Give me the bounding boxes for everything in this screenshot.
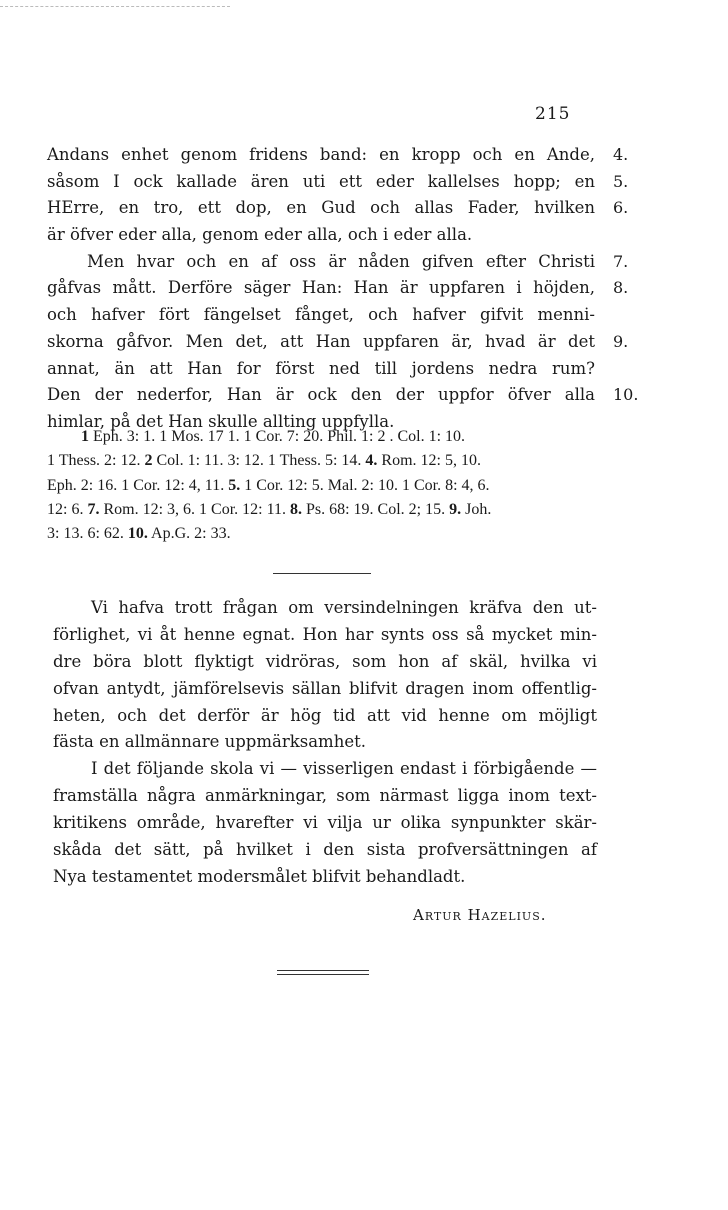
verse-marker: 10. <box>127 525 148 543</box>
essay-line: Nya testamentet modersmålet blifvit behandladt. <box>53 866 466 886</box>
reference-text: Rom. 12: 5, 10. <box>377 452 481 470</box>
verse-number: 10. <box>613 385 639 405</box>
verse-line <box>47 169 629 196</box>
reference-line <box>47 425 599 449</box>
reference-text: Ap.G. 2: 33. <box>147 525 231 543</box>
verse-text: är öfver eder alla, genom eder alla, och i eder alla. <box>47 225 473 245</box>
verse-marker: 7. <box>87 500 100 518</box>
essay-line: I det följande skola vi — visserligen endast i förbigående — <box>91 759 597 779</box>
verse-text: HErre, en tro, ett dop, en Gud och allas Fader, hvilken <box>47 198 595 218</box>
reference-text: Eph. 3: 1. 1 Mos. 17 1. 1 Cor. 7: 20. Phil. 1: 2 . Col. 1: 10. <box>89 428 466 445</box>
verse-text: Den der nederfor, Han är ock den der uppfor öfver alla <box>47 385 595 405</box>
verse-text: skorna gåfvor. Men det, att Han uppfaren är, hvad är det <box>47 331 595 351</box>
verse-number: 7. <box>613 251 629 271</box>
verse-marker: 1 <box>81 428 89 445</box>
verse-marker: 4. <box>365 452 378 470</box>
reference-text: Col. 1: 11. 3: 12. 1 Thess. 5: 14. <box>152 452 366 470</box>
verse-text: gåfvas mått. Derföre säger Han: Han är uppfaren i höjden, <box>47 278 595 298</box>
verse-text: och hafver fört fängelset fånget, och hafver gifvit menni- <box>47 305 595 325</box>
top-edge-rule <box>0 6 230 7</box>
verse-number: 8. <box>613 278 629 298</box>
verse-line <box>47 356 595 383</box>
verse-line <box>47 329 629 356</box>
verse-line <box>47 382 639 409</box>
reference-text: 1 Thess. 2: 12. <box>47 452 145 470</box>
essay-line: ofvan antydt, jämförelsevis sällan blifvit dragen inom offentlig- <box>53 678 597 698</box>
essay-line: fästa en allmännare uppmärksamhet. <box>53 732 366 752</box>
reference-text: Ps. 68: 19. Col. 2; 15. <box>301 500 450 518</box>
verse-text: himlar, på det Han skulle allting uppfylla. <box>47 411 395 431</box>
essay-line: förlighet, vi åt henne egnat. Hon har synts oss så mycket min- <box>53 624 597 644</box>
verse-block <box>47 142 639 436</box>
reference-notes <box>47 425 599 546</box>
reference-text: Rom. 12: 3, 6. 1 Cor. 12: 11. <box>99 500 290 518</box>
verse-line <box>47 195 629 222</box>
page-number: 215 <box>535 104 571 124</box>
verse-marker: 8. <box>289 500 302 518</box>
verse-text: Men hvar och en af oss är nåden gifven efter Christi <box>87 251 595 271</box>
reference-text: 1 Cor. 12: 5. Mal. 2: 10. 1 Cor. 8: 4, 6. <box>240 476 490 494</box>
end-divider-bottom <box>277 974 369 975</box>
essay-line: Vi hafva trott frågan om versindelningen kräfva den ut- <box>91 598 597 617</box>
verse-line <box>47 249 629 276</box>
end-divider-top <box>277 970 369 971</box>
reference-text: Joh. <box>461 500 492 518</box>
reference-text: 12: 6. <box>47 500 88 518</box>
verse-marker: 9. <box>449 500 462 518</box>
reference-line <box>47 522 599 546</box>
verse-text: Andans enhet genom fridens band: en kropp och en Ande, <box>47 145 595 164</box>
essay-line: skåda det sätt, på hvilket i den sista profversättningen af <box>53 840 597 860</box>
verse-number: 9. <box>613 331 629 351</box>
reference-line <box>47 498 599 522</box>
verse-number: 5. <box>613 171 629 191</box>
essay-text <box>53 595 597 891</box>
verse-marker: 5. <box>228 476 241 494</box>
verse-line <box>47 302 595 329</box>
essay-line: kritikens område, hvarefter vi vilja ur olika synpunkter skär- <box>53 813 597 833</box>
verse-number: 4. <box>613 145 629 164</box>
verse-text: annat, än att Han for först ned till jordens nedra rum? <box>47 358 595 378</box>
reference-line <box>47 474 599 498</box>
essay-line: dre böra blott flyktigt vidröras, som hon af skäl, hvilka vi <box>53 651 597 671</box>
verse-line <box>47 222 595 249</box>
verse-text: såsom I ock kallade ären uti ett eder kallelses hopp; en <box>47 171 595 191</box>
section-divider <box>273 573 371 574</box>
verse-line <box>47 275 629 302</box>
reference-text: 3: 13. 6: 62. <box>47 525 128 543</box>
verse-marker: 2 <box>144 452 153 470</box>
verse-number: 6. <box>613 198 629 218</box>
essay-line: framställa några anmärkningar, som närmast ligga inom text- <box>53 786 597 806</box>
reference-text: Eph. 2: 16. 1 Cor. 12: 4, 11. <box>47 476 229 494</box>
verse-line <box>47 142 629 169</box>
essay-line: heten, och det derför är hög tid att vid henne om möjligt <box>53 705 597 725</box>
author-signature: Artur Hazelius. <box>413 906 547 924</box>
reference-line <box>47 449 599 473</box>
